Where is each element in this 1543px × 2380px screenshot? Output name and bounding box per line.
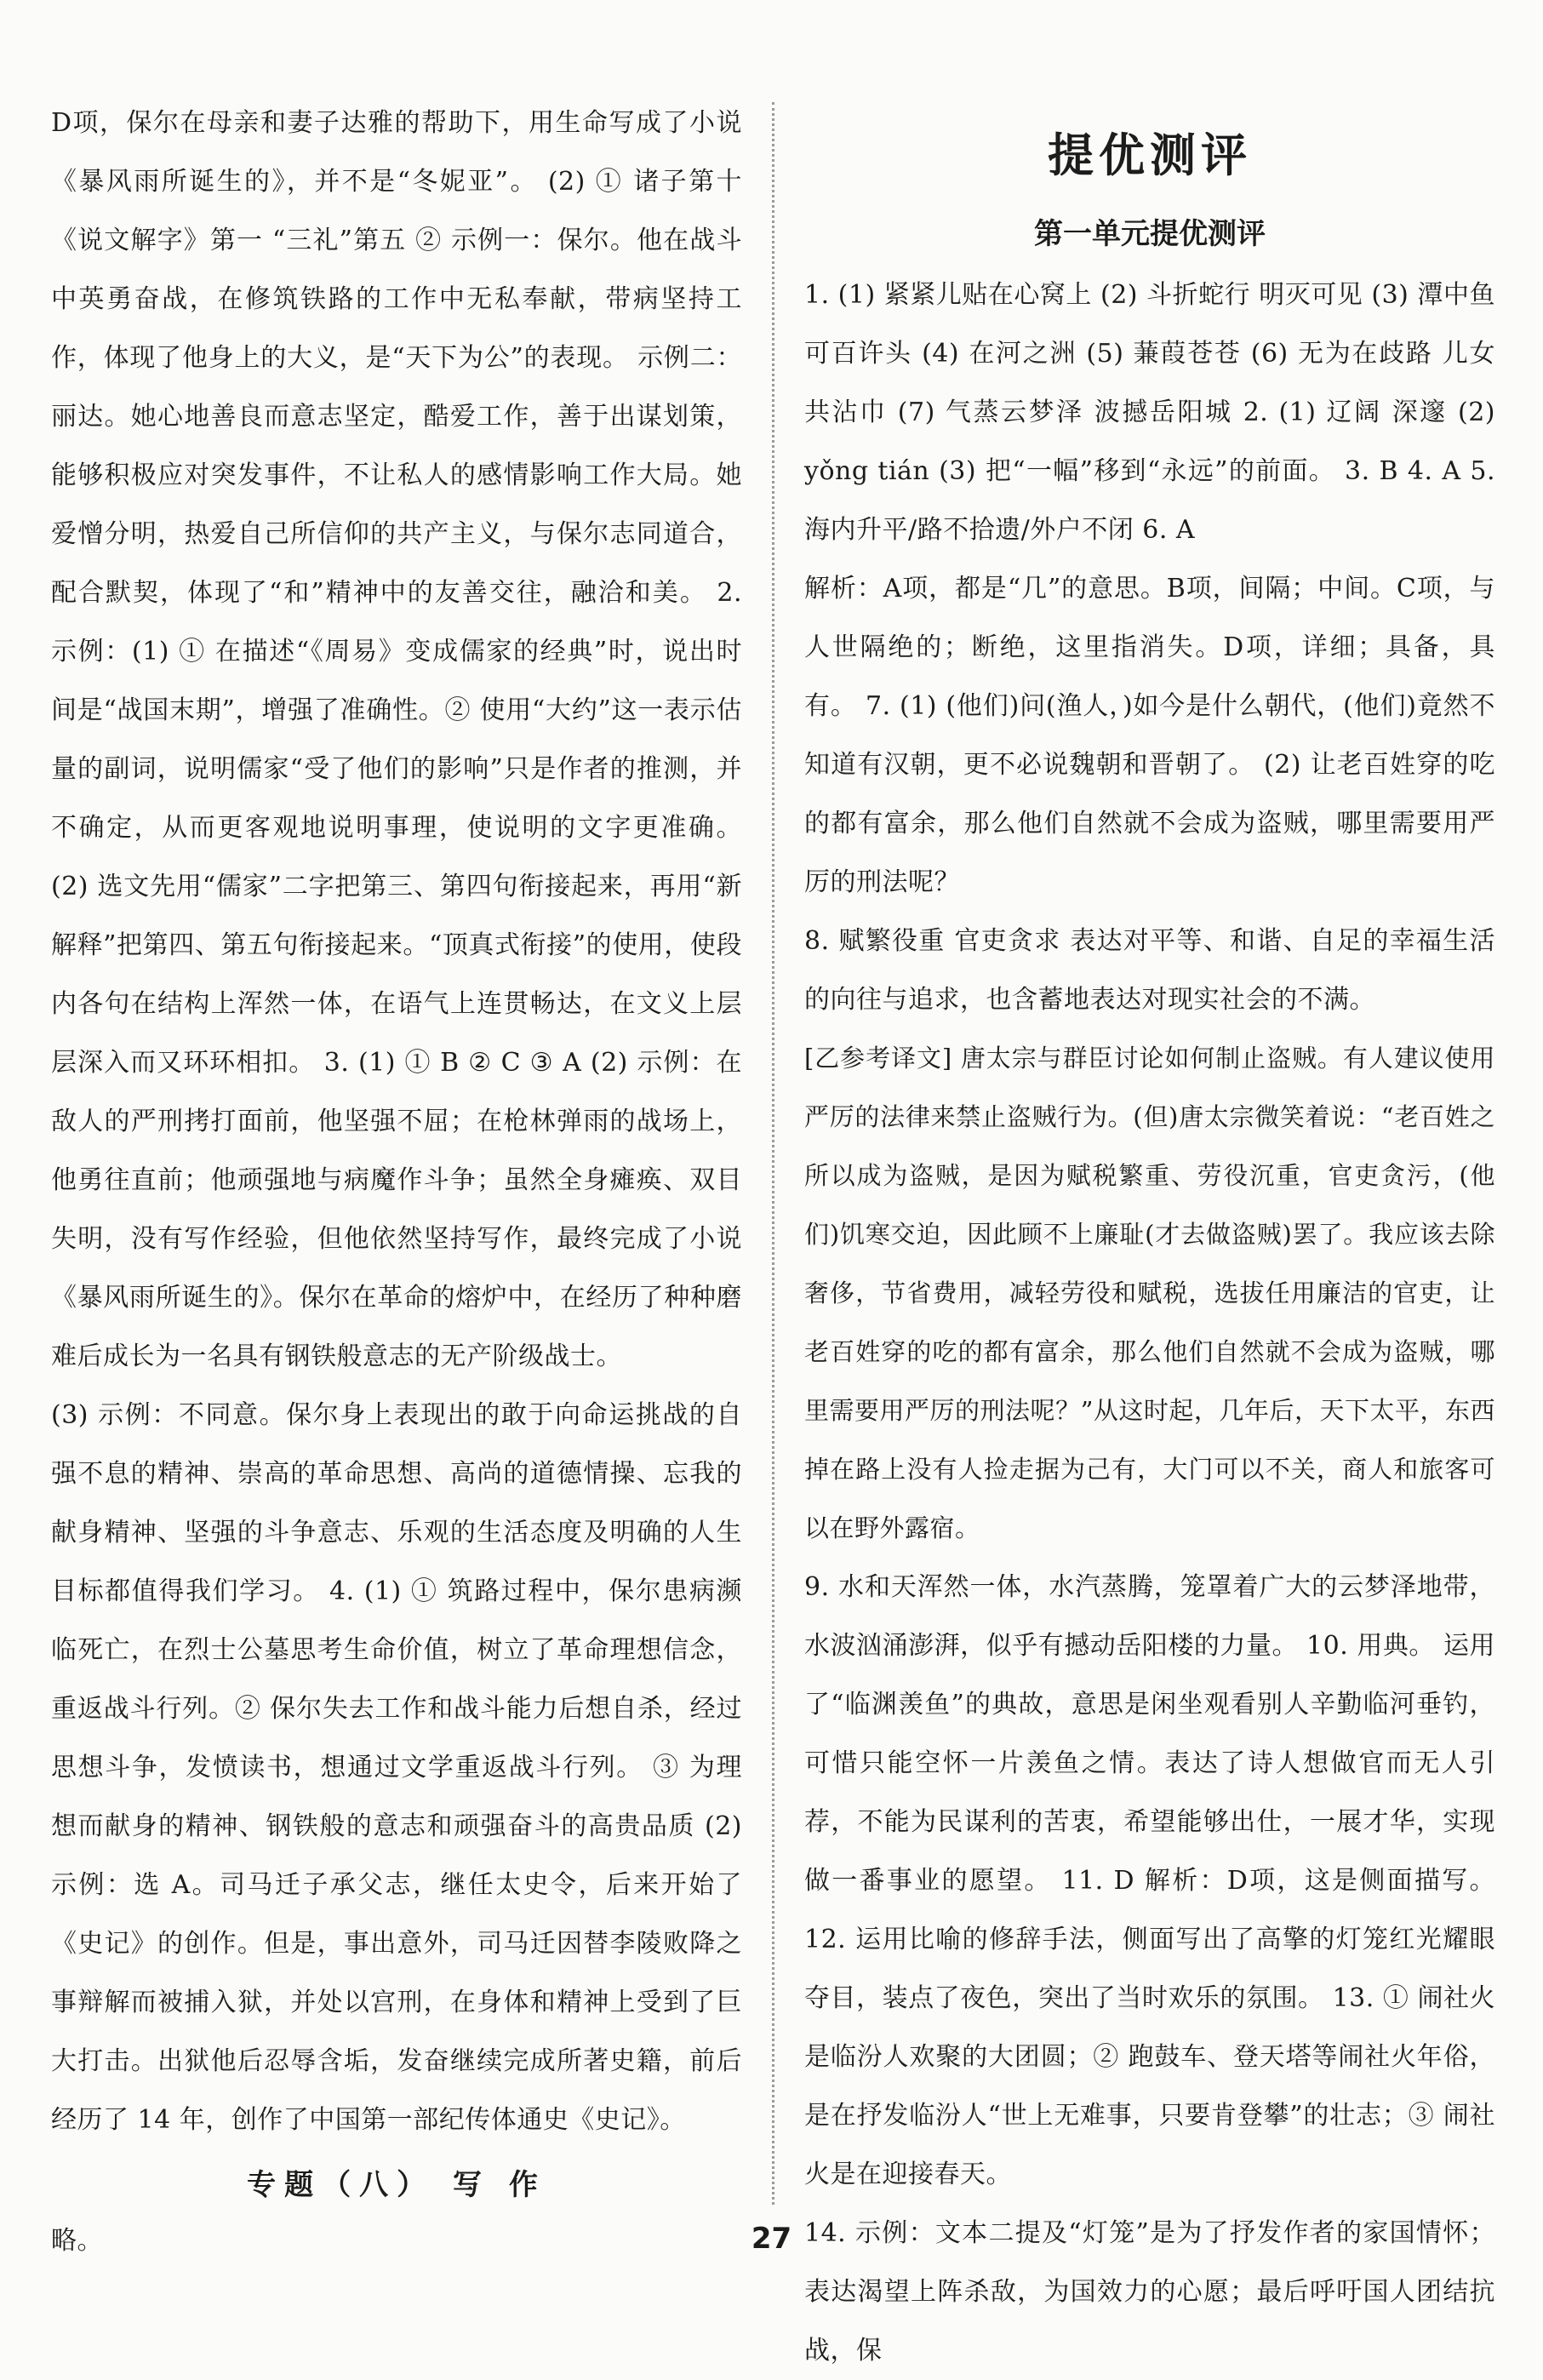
page-title: 提优测评 [1048,129,1252,182]
right-paragraph-5: 9. 水和天浑然一体，水汽蒸腾，笼罩着广大的云梦泽地带，水波汹涌澎湃，似乎有撼动岳阳楼的力量。 10. 用典。 运用了“临渊羡鱼”的典故，意思是闲坐观看别人辛勤临河垂钓，可惜只能空怀一片羡鱼之情。表达了诗人想做官而无人引荐，不能为民谋利的苦衷，希望能够出仕，一展才华，实现做一番事业的愿望。 11. D 解析：D项，这是侧面描写。 12. 运用比喻的修辞手法，侧面写出了高擎的灯笼红光耀眼夺目，装点了夜色，突出了当时欢乐的氛围。 13. ① 闹社火是临汾人欢聚的大团圆；② 跑鼓车、登天塔等闹社火年俗，是在抒发临汾人“世上无难事，只要肯登攀”的壮志；③ 闹社火是在迎接春天。 [804,1572,1495,2189]
section-body: 略。 [51,2226,103,2256]
left-paragraph-1: D项，保尔在母亲和妻子达雅的帮助下，用生命写成了小说《暴风雨所诞生的》，并不是“冬妮亚”。 (2) ① 诸子第十 《说文解字》第一 “三礼”第五 ② 示例一：保尔。他在战斗中英勇奋战，在修筑铁路的工作中无私奉献，带病坚持工作，体现了他身上的大义，是“天下为公”的表现。 示例二：丽达。她心地善良而意志坚定，酷爱工作，善于出谋划策，能够积极应对突发事件，不让私人的感情影响工作大局。她爱憎分明，热爱自己所信仰的共产主义，与保尔志同道合，配合默契，体现了“和”精神中的友善交往，融洽和美。 2. 示例：(1) ① 在描述“《周易》变成儒家的经典”时，说出时间是“战国末期”，增强了准确性。② 使用“大约”这一表示估量的副词，说明儒家“受了他们的影响”只是作者的推测，并不确定，从而更客观地说明事理，使说明的文字更准确。 (2) 选文先用“儒家”二字把第三、第四句衔接起来，再用“新解释”把第四、第五句衔接起来。“顶真式衔接”的使用，使段内各句在结构上浑然一体，在语气上连贯畅达，在文义上层层深入而又环环相扣。 3. (1) ① B ② C ③ A (2) 示例：在敌人的严刑拷打面前，他坚强不屈；在枪林弹雨的战场上，他勇往直前；他顽强地与病魔作斗争；虽然全身瘫痪、双目失明，没有写作经验，但他依然坚持写作，最终完成了小说《暴风雨所诞生的》。保尔在革命的熔炉中，在经历了种种磨难后成长为一名具有钢铁般意志的无产阶级战士。 [51,108,742,1371]
left-paragraph-2: (3) 示例：不同意。保尔身上表现出的敢于向命运挑战的自强不息的精神、崇高的革命思想、高尚的道德情操、忘我的献身精神、坚强的斗争意志、乐观的生活态度及明确的人生目标都值得我们学习。 4. (1) ① 筑路过程中，保尔患病濒临死亡，在烈士公墓思考生命价值，树立了革命理想信念，重返战斗行列。② 保尔失去工作和战斗能力后想自杀，经过思想斗争，发愤读书，想通过文学重返战斗行列。 ③ 为理想而献身的精神、钢铁般的意志和顽强奋斗的高贵品质 (2) 示例：选 A。司马迁子承父志，继任太史令，后来开始了《史记》的创作。但是，事出意外，司马迁因替李陵败降之事辩解而被捕入狱，并处以宫刑，在身体和精神上受到了巨大打击。出狱他后忍辱含垢，发奋继续完成所著史籍，前后经历了 14 年，创作了中国第一部纪传体通史《史记》。 [51,1400,742,2135]
right-paragraph-1: 1. (1) 紧紧儿贴在心窝上 (2) 斗折蛇行 明灭可见 (3) 潭中鱼可百许头 (4) 在河之洲 (5) 蒹葭苍苍 (6) 无为在歧路 儿女共沾巾 (7) 气蒸云梦泽 波撼岳阳城 2. (1) 辽阔 深邃 (2) yǒng tián (3) 把“一幅”移到“永远”的前面。 3. B 4. A 5. 海内升平/路不拾遗/外户不闭 6. A [804,280,1495,545]
column-divider [772,102,774,2205]
right-paragraph-3: 8. 赋繁役重 官吏贪求 表达对平等、和谐、自足的幸福生活的向往与追求，也含蓄地表达对现实社会的不满。 [804,926,1495,1015]
unit-title: 第一单元提优测评 [1034,217,1266,251]
translation-paragraph: [乙参考译文] 唐太宗与群臣讨论如何制止盗贼。有人建议使用严厉的法律来禁止盗贼行为。(但)唐太宗微笑着说：“老百姓之所以成为盗贼，是因为赋税繁重、劳役沉重，官吏贪污，(他们)饥寒交迫，因此顾不上廉耻(才去做盗贼)罢了。我应该去除奢侈，节省费用，减轻劳役和赋税，选拔任用廉洁的官吏，让老百姓穿的吃的都有富余，那么他们自然就不会成为盗贼，哪里需要用严厉的刑法呢？”从这时起，几年后，天下太平，东西掉在路上没有人捡走据为己有，大门可以不关，商人和旅客可以在野外露宿。 [804,1044,1495,1542]
right-column [804,119,1495,2380]
right-paragraph-2: 解析：A项，都是“几”的意思。B项，间隔；中间。C项，与人世隔绝的；断绝，这里指消失。D项，详细；具备，具有。 7. (1) (他们)问(渔人，)如今是什么朝代，(他们)竟然不知道有汉朝，更不必说魏朝和晋朝了。 (2) 让老百姓穿的吃的都有富余，那么他们自然就不会成为盗贼，哪里需要用严厉的刑法呢？ [804,574,1495,897]
page-number: 27 [751,2222,792,2256]
section-title-writing: 专题（八） 写 作 [247,2168,546,2202]
right-paragraph-6: 14. 示例：文本二提及“灯笼”是为了抒发作者的家国情怀；表达渴望上阵杀敌，为国效力的心愿；最后呼吁国人团结抗战，保 [804,2218,1495,2366]
left-column [51,94,742,2270]
